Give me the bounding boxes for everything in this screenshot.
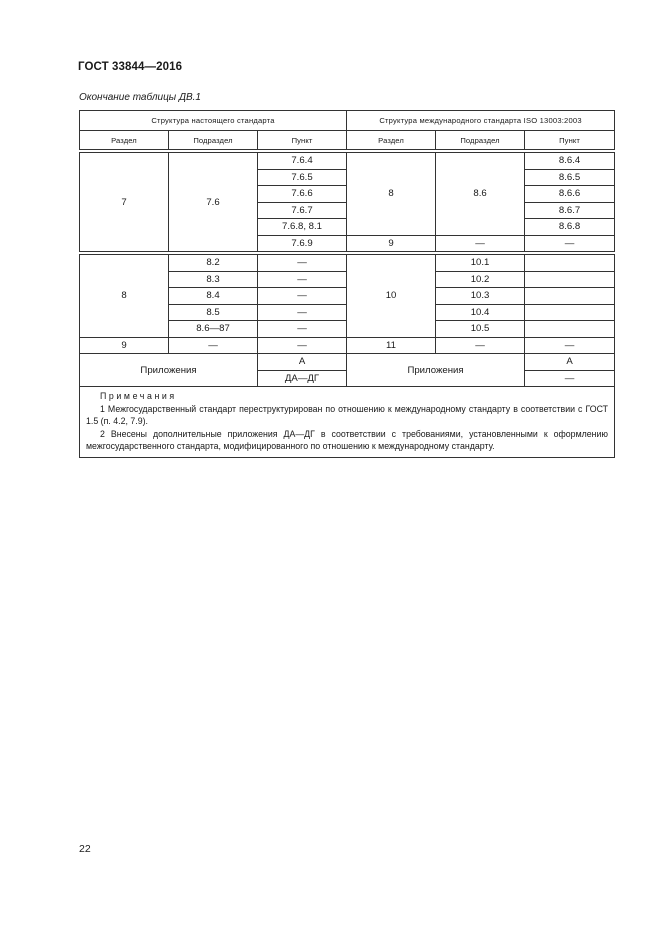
cell-iso-point [525,304,615,321]
cell-point: — [258,321,347,338]
note-1: 1 Межгосударственный стандарт переструктурирован по отношению к международному стандарту в соответствии с ГОСТ 1.5 (п. 4.2, 7.9). [86,403,609,427]
appendix-value: А [258,354,347,371]
cell-point: 7.6.9 [258,235,347,252]
cell-subsection: 8.2 [169,255,258,272]
table-row [80,337,615,354]
column-header-iso-subsection: Подраздел [436,131,525,150]
note-2: 2 Внесены дополнительные приложения ДА—ДГ в соответствии с требованиями, установленными к оформлению межгосударственного стандарта, модифицированного по отношению к международному стандарту. [86,428,609,452]
cell-iso-section: 8 [347,153,436,236]
cell-iso-section: 11 [347,337,436,354]
cell-iso-section: 10 [347,255,436,338]
notes-row [80,387,615,458]
cell-subsection: — [169,337,258,354]
column-header-point: Пункт [258,131,347,150]
cell-iso-subsection: 10.4 [436,304,525,321]
cell-point: 7.6.6 [258,186,347,203]
cell-iso-point [525,255,615,272]
cell-iso-subsection: — [436,235,525,252]
cell-section: 8 [80,255,169,338]
document-header: ГОСТ 33844—2016 [78,61,183,73]
cell-iso-subsection: 8.6 [436,153,525,236]
appendix-value: ДА—ДГ [258,370,347,387]
table-row [80,153,615,170]
iso-appendix-label: Приложения [347,354,525,387]
iso-appendix-value: А [525,354,615,371]
column-header-subsection: Подраздел [169,131,258,150]
column-header-section: Раздел [80,131,169,150]
page-number: 22 [79,843,91,855]
cell-iso-subsection: 10.2 [436,271,525,288]
cell-iso-subsection: — [436,337,525,354]
cell-section: 9 [80,337,169,354]
cell-point: 7.6.5 [258,169,347,186]
cell-iso-point: 8.6.4 [525,153,615,170]
cell-iso-point: 8.6.8 [525,219,615,236]
table-row [80,255,615,272]
cell-point: — [258,288,347,305]
cell-iso-point: — [525,235,615,252]
column-header-iso-point: Пункт [525,131,615,150]
cell-subsection: 8.5 [169,304,258,321]
cell-iso-subsection: 10.5 [436,321,525,338]
cell-point: 7.6.8, 8.1 [258,219,347,236]
notes-cell [80,387,615,458]
cell-iso-point [525,271,615,288]
cell-point: — [258,304,347,321]
cell-point: — [258,271,347,288]
structure-mapping-table [79,110,615,458]
cell-point: 7.6.4 [258,153,347,170]
cell-iso-point [525,288,615,305]
group-header-iso: Структура международного стандарта ISO 13003:2003 [347,111,615,131]
iso-appendix-value: — [525,370,615,387]
cell-iso-subsection: 10.1 [436,255,525,272]
cell-subsection: 7.6 [169,153,258,252]
notes-title: Примечания [100,391,177,401]
cell-iso-subsection: 10.3 [436,288,525,305]
table-column-header [80,131,615,150]
appendix-row [80,354,615,371]
cell-iso-point: — [525,337,615,354]
cell-iso-point: 8.6.5 [525,169,615,186]
table-group-header [80,111,615,131]
table-caption: Окончание таблицы ДВ.1 [79,92,201,103]
appendix-label: Приложения [80,354,258,387]
cell-point: — [258,337,347,354]
cell-iso-point: 8.6.6 [525,186,615,203]
cell-subsection: 8.3 [169,271,258,288]
cell-subsection: 8.6—87 [169,321,258,338]
cell-section: 7 [80,153,169,252]
cell-subsection: 8.4 [169,288,258,305]
cell-iso-section: 9 [347,235,436,252]
cell-iso-point [525,321,615,338]
column-header-iso-section: Раздел [347,131,436,150]
group-header-national: Структура настоящего стандарта [80,111,347,131]
cell-point: 7.6.7 [258,202,347,219]
cell-iso-point: 8.6.7 [525,202,615,219]
cell-point: — [258,255,347,272]
